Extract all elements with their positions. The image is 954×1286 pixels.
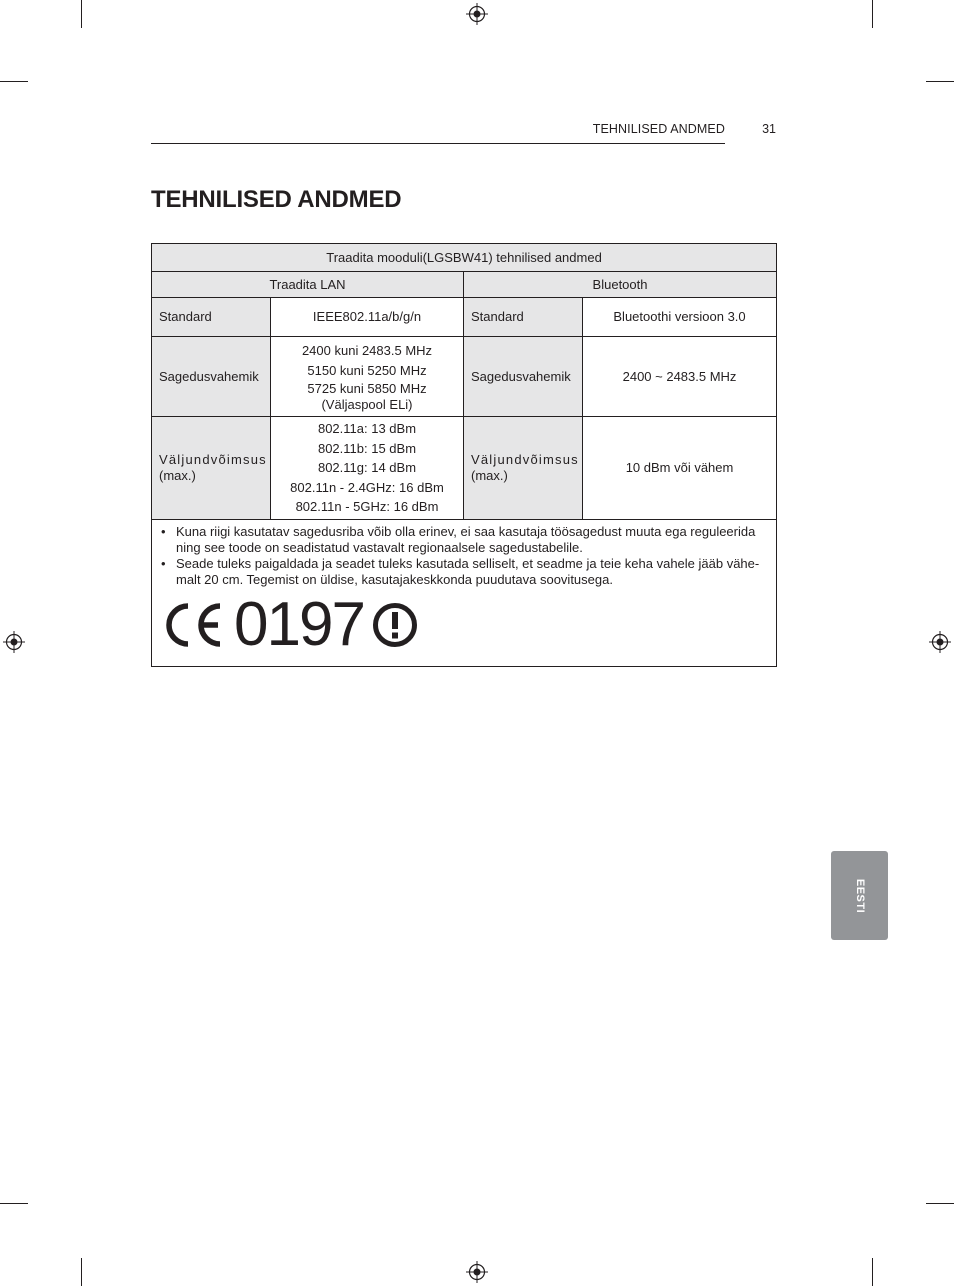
- wlan-standard-label: Standard: [152, 298, 271, 337]
- wlan-heading: Traadita LAN: [152, 272, 464, 298]
- bt-standard-value: Bluetoothi versioon 3.0: [583, 298, 777, 337]
- notified-body-number: 0197: [234, 590, 364, 659]
- notes-list: [160, 524, 768, 588]
- crop-mark: [872, 0, 873, 28]
- table-caption: Traadita mooduli(LGSBW41) tehnilised andmed: [152, 244, 777, 272]
- registration-mark-icon: [3, 631, 25, 653]
- table-row: [152, 417, 777, 520]
- bt-power-label-line: Väljundvõimsus: [471, 452, 579, 467]
- wlan-freq-label: Sagedusvahemik: [152, 337, 271, 417]
- running-header: [151, 122, 776, 144]
- notes-cell: [152, 520, 777, 667]
- language-tab-label: EESTI: [853, 878, 866, 913]
- wlan-power-label-line: (max.): [159, 468, 196, 483]
- list-item: • Kuna riigi kasutatav sagedusriba võib olla erinev, ei saa kasutaja töösagedust muuta ega reguleerida ning see toode on seadistatud vastavalt regionaalsele sagedustabelile.: [160, 524, 768, 556]
- wlan-power-label-line: Väljundvõimsus: [159, 452, 267, 467]
- wlan-power-value: 802.11g: 14 dBm: [317, 460, 417, 476]
- table-row: [152, 298, 777, 337]
- bt-power-value: 10 dBm või vähem: [583, 417, 777, 520]
- wlan-power-label: [152, 417, 271, 520]
- crop-mark: [926, 1203, 954, 1204]
- crop-mark: [81, 0, 82, 28]
- crop-mark: [0, 81, 28, 82]
- wlan-standard-value: IEEE802.11a/b/g/n: [271, 298, 464, 337]
- registration-mark-icon: [929, 631, 951, 653]
- wlan-freq-values: [271, 337, 464, 417]
- bt-power-label: [464, 417, 583, 520]
- page-number: 31: [762, 122, 776, 136]
- certification-marks: [160, 590, 768, 659]
- wlan-power-values: [271, 417, 464, 520]
- ce-mark-icon: [162, 601, 224, 649]
- wlan-freq-value: 5150 kuni 5250 MHz: [307, 362, 427, 378]
- running-header-title: TEHNILISED ANDMED: [592, 122, 725, 136]
- spec-table: [151, 243, 777, 667]
- bluetooth-heading: Bluetooth: [464, 272, 777, 298]
- wlan-freq-value: (Väljaspool ELi): [321, 397, 413, 412]
- wlan-power-value: 802.11n - 5GHz: 16 dBm: [295, 499, 439, 515]
- registration-mark-icon: [466, 1261, 488, 1283]
- wlan-power-value: 802.11a: 13 dBm: [317, 421, 417, 437]
- list-item: • Seade tuleks paigaldada ja seadet tuleks kasutada selliselt, et seadme ja teie keha vahele jääb vähe-malt 20 cm. Tegemist on üldise, kasutajakeskkonda puudutava soovitusega.: [160, 556, 768, 588]
- crop-mark: [81, 1258, 82, 1286]
- alert-sign-icon: [372, 602, 418, 648]
- bt-freq-label: Sagedusvahemik: [464, 337, 583, 417]
- bt-freq-value: 2400 ~ 2483.5 MHz: [583, 337, 777, 417]
- page-title: TEHNILISED ANDMED: [151, 186, 402, 213]
- table-row: [152, 337, 777, 417]
- wlan-freq-value: 2400 kuni 2483.5 MHz: [301, 343, 433, 358]
- wlan-freq-value: 5725 kuni 5850 MHz: [307, 381, 427, 396]
- registration-mark-icon: [466, 3, 488, 25]
- bt-standard-label: Standard: [464, 298, 583, 337]
- crop-mark: [926, 81, 954, 82]
- bt-power-label-line: (max.): [471, 468, 508, 483]
- wlan-power-value: 802.11b: 15 dBm: [317, 440, 417, 456]
- header-rule: [151, 143, 725, 144]
- wlan-power-value: 802.11n - 2.4GHz: 16 dBm: [290, 479, 444, 495]
- language-tab: [831, 851, 888, 940]
- crop-mark: [872, 1258, 873, 1286]
- crop-mark: [0, 1203, 28, 1204]
